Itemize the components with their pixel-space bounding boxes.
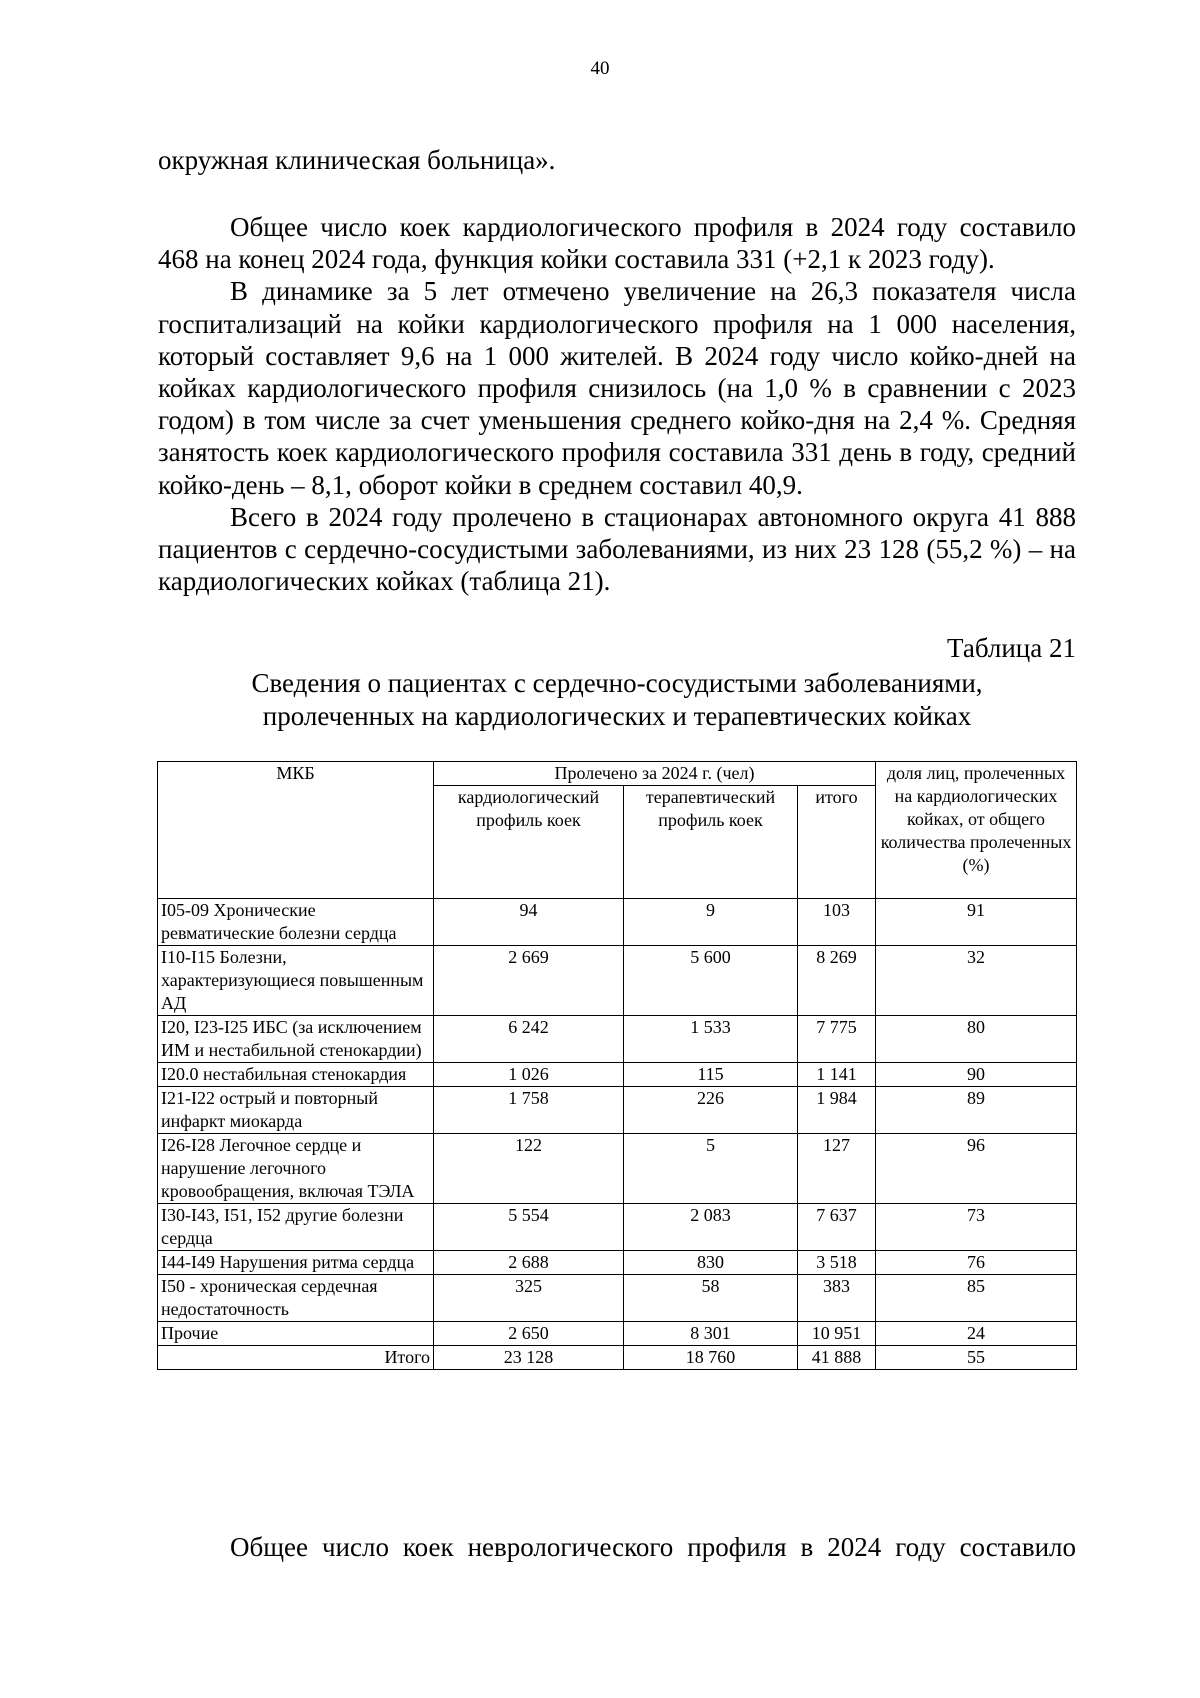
cell-total: 1 984 bbox=[798, 1087, 876, 1134]
cell-therapy: 226 bbox=[624, 1087, 798, 1134]
table-row bbox=[158, 946, 1077, 1016]
cell-therapy: 9 bbox=[624, 899, 798, 946]
header-mkb: МКБ bbox=[158, 762, 434, 899]
table-row bbox=[158, 1204, 1077, 1251]
total-share: 55 bbox=[876, 1346, 1077, 1370]
cell-cardio: 6 242 bbox=[434, 1016, 624, 1063]
table-row bbox=[158, 1134, 1077, 1204]
table-row bbox=[158, 1063, 1077, 1087]
table-row bbox=[158, 1251, 1077, 1275]
row-label: I20.0 нестабильная стенокардия bbox=[158, 1063, 434, 1087]
row-label: Прочие bbox=[158, 1322, 434, 1346]
cell-share: 90 bbox=[876, 1063, 1077, 1087]
cell-share: 32 bbox=[876, 946, 1077, 1016]
body-text bbox=[158, 211, 1076, 597]
paragraph-dynamics: В динамике за 5 лет отмечено увеличение на 26,3 показателя числа госпитализаций на койки кардиологического профиля на 1 000 населения, который составляет 9,6 на 1 000 жителей. В 2024 году число койко-дней на койках кардиологического профиля снизилось (на 1,0 % в сравнении с 2023 годом) в том числе за счет уменьшения среднего койко-дня на 2,4 %. Средняя занятость коек кардиологического профиля составила 331 день в году, средний койко-день – 8,1, оборот койки в среднем составил 40,9. bbox=[158, 276, 1076, 500]
cell-therapy: 830 bbox=[624, 1251, 798, 1275]
cell-cardio: 325 bbox=[434, 1275, 624, 1322]
cell-share: 85 bbox=[876, 1275, 1077, 1322]
header-therapy: терапевтический профиль коек bbox=[624, 786, 798, 899]
total-total: 41 888 bbox=[798, 1346, 876, 1370]
data-table bbox=[157, 761, 1077, 1370]
paragraph-treated: Всего в 2024 году пролечено в стационарах автономного округа 41 888 пациентов с сердечно-сосудистыми заболеваниями, из них 23 128 (55,2 %) – на кардиологических койках (таблица 21). bbox=[158, 501, 1076, 597]
cell-therapy: 1 533 bbox=[624, 1016, 798, 1063]
row-label: I21-I22 острый и повторный инфаркт миокарда bbox=[158, 1087, 434, 1134]
total-therapy: 18 760 bbox=[624, 1346, 798, 1370]
cell-share: 24 bbox=[876, 1322, 1077, 1346]
row-label: I26-I28 Легочное сердце и нарушение легочного кровообращения, включая ТЭЛА bbox=[158, 1134, 434, 1204]
header-cardio: кардиологический профиль коек bbox=[434, 786, 624, 899]
cell-total: 7 775 bbox=[798, 1016, 876, 1063]
total-label: Итого bbox=[158, 1346, 434, 1370]
cell-share: 89 bbox=[876, 1087, 1077, 1134]
header-share: доля лиц, пролеченных на кардиологических койках, от общего количества пролеченных (%) bbox=[876, 762, 1077, 899]
row-label: I05-09 Хронические ревматические болезни сердца bbox=[158, 899, 434, 946]
cell-therapy: 5 600 bbox=[624, 946, 798, 1016]
cell-cardio: 1 026 bbox=[434, 1063, 624, 1087]
cell-therapy: 8 301 bbox=[624, 1322, 798, 1346]
cell-total: 1 141 bbox=[798, 1063, 876, 1087]
paragraph-beds: Общее число коек кардиологического профиля в 2024 году составило 468 на конец 2024 года, функция койки составила 331 (+2,1 к 2023 году). bbox=[158, 212, 1076, 275]
table-total-row bbox=[158, 1346, 1077, 1370]
row-label: I10-I15 Болезни, характеризующиеся повышенным АД bbox=[158, 946, 434, 1016]
cell-total: 127 bbox=[798, 1134, 876, 1204]
cell-share: 76 bbox=[876, 1251, 1077, 1275]
paragraph-neuro-beds: Общее число коек неврологического профиля в 2024 году составило bbox=[230, 1532, 1076, 1562]
table-title-line2: пролеченных на кардиологических и терапевтических койках bbox=[262, 701, 972, 731]
total-cardio: 23 128 bbox=[434, 1346, 624, 1370]
cell-therapy: 115 bbox=[624, 1063, 798, 1087]
cell-cardio: 94 bbox=[434, 899, 624, 946]
table-title bbox=[158, 667, 1076, 733]
table-row bbox=[158, 1087, 1077, 1134]
cell-share: 73 bbox=[876, 1204, 1077, 1251]
cell-therapy: 58 bbox=[624, 1275, 798, 1322]
row-label: I30-I43, I51, I52 другие болезни сердца bbox=[158, 1204, 434, 1251]
paragraph-fragment: окружная клиническая больница». bbox=[158, 145, 556, 175]
table-row bbox=[158, 1275, 1077, 1322]
table-number: Таблица 21 bbox=[947, 633, 1076, 663]
table-row bbox=[158, 1322, 1077, 1346]
header-treated: Пролечено за 2024 г. (чел) bbox=[434, 762, 876, 786]
row-label: I20, I23-I25 ИБС (за исключением ИМ и нестабильной стенокардии) bbox=[158, 1016, 434, 1063]
cell-cardio: 1 758 bbox=[434, 1087, 624, 1134]
cell-therapy: 2 083 bbox=[624, 1204, 798, 1251]
cell-cardio: 122 bbox=[434, 1134, 624, 1204]
cell-total: 383 bbox=[798, 1275, 876, 1322]
cell-share: 96 bbox=[876, 1134, 1077, 1204]
cell-share: 80 bbox=[876, 1016, 1077, 1063]
row-label: I44-I49 Нарушения ритма сердца bbox=[158, 1251, 434, 1275]
table-row bbox=[158, 1016, 1077, 1063]
cell-cardio: 2 650 bbox=[434, 1322, 624, 1346]
cell-total: 103 bbox=[798, 899, 876, 946]
text-fragment bbox=[158, 144, 1076, 176]
table-title-line1: Сведения о пациентах с сердечно-сосудистыми заболеваниями, bbox=[251, 668, 983, 698]
table-header-row bbox=[158, 762, 1077, 786]
table-row bbox=[158, 899, 1077, 946]
cell-total: 10 951 bbox=[798, 1322, 876, 1346]
page-number: 40 bbox=[590, 58, 610, 79]
cell-total: 7 637 bbox=[798, 1204, 876, 1251]
cell-therapy: 5 bbox=[624, 1134, 798, 1204]
cell-share: 91 bbox=[876, 899, 1077, 946]
row-label: I50 - хроническая сердечная недостаточность bbox=[158, 1275, 434, 1322]
cell-total: 3 518 bbox=[798, 1251, 876, 1275]
cell-cardio: 2 669 bbox=[434, 946, 624, 1016]
cell-cardio: 5 554 bbox=[434, 1204, 624, 1251]
cell-cardio: 2 688 bbox=[434, 1251, 624, 1275]
cell-total: 8 269 bbox=[798, 946, 876, 1016]
header-total: итого bbox=[798, 786, 876, 899]
